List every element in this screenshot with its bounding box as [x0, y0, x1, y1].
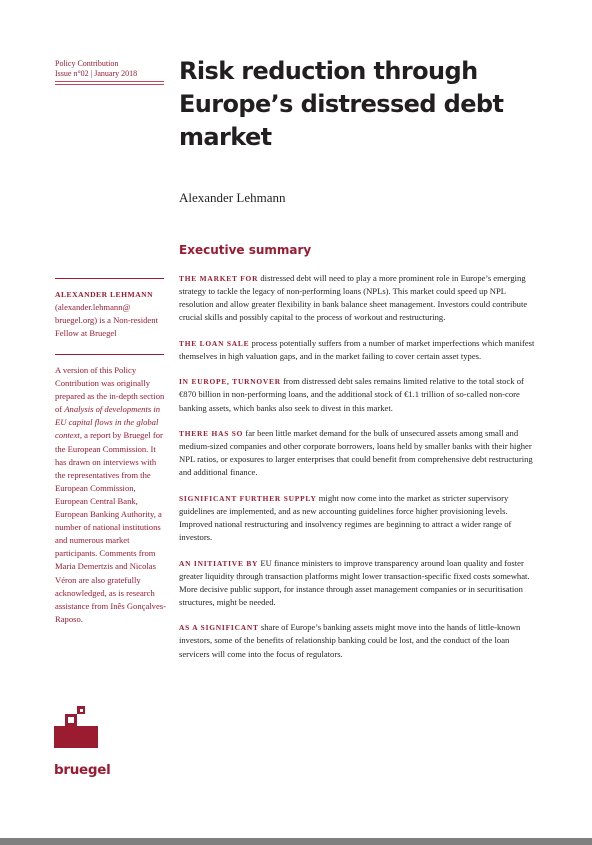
summary-paragraph	[179, 492, 536, 544]
paragraph-lead: AS A SIGNIFICANT	[179, 623, 259, 633]
summary-paragraph	[179, 621, 536, 660]
footer-bar	[0, 838, 592, 845]
paragraph-lead: THE MARKET FOR	[179, 274, 259, 283]
paragraph-text: far been little market demand for the bulk of unsecured assets among small and medium-sized companies and other corporate borrowers, loans held by smaller banks with their higher NPL ratios, or exposures to larger enterprises that could benefit from comprehensive debt restructuring and additional finance.	[179, 428, 533, 478]
bio-text: (alexander.lehmann@ bruegel.org) is a Non-resident Fellow at Bruegel	[55, 302, 158, 339]
executive-summary-body	[179, 272, 536, 673]
title-line: market	[179, 123, 272, 151]
author-bio	[55, 288, 167, 340]
section-heading: Executive summary	[179, 243, 312, 257]
paragraph-text: might now come into the market as stricter supervisory guidelines are implemented, and as new accounting guidelines force higher provisioning levels. Improved national restructuring and insolvency regimes are beginning to attract a wider range of investors.	[179, 492, 512, 543]
note-text: A version of this Policy Contribution was originally prepared as the in-depth section of	[55, 365, 165, 415]
sidebar-rule-top	[55, 278, 164, 279]
series-label: Policy Contribution	[55, 59, 119, 68]
summary-paragraph	[179, 272, 536, 324]
summary-paragraph	[179, 557, 536, 609]
paragraph-lead: SIGNIFICANT FURTHER SUPPLY	[179, 493, 317, 503]
issue-info	[55, 59, 164, 79]
summary-paragraph	[179, 427, 536, 479]
paragraph-text: share of Europe’s banking assets might move into the hands of little-known investors, some of the benefits of relationship banking could be lost, and the conduct of the loan servicers will come into the focus of regulators.	[179, 622, 521, 659]
title-line: Risk reduction through	[179, 57, 478, 85]
paragraph-lead: IN EUROPE, TURNOVER	[179, 377, 281, 387]
sidebar-note	[55, 364, 167, 626]
issue-label: Issue n°02 | January 2018	[55, 69, 138, 78]
paragraph-text: EU finance ministers to improve transparency around loan quality and foster greater liquidity through transaction platforms might lower transaction-specific fixed costs somewhat. More decisive public support, for instance through asset management companies or in securitisation structures, might be needed.	[179, 557, 530, 607]
summary-paragraph	[179, 337, 536, 363]
bio-name: ALEXANDER LEHMANN	[55, 290, 154, 299]
note-text: , a report by Bruegel for the European Commission. It has drawn on interviews with the representatives from the European Commission, European Central Bank, European Banking Authority, a number of national institutions and numerous market participants. Comments from Maria Demertzis and Nicolas Véron are also gratefully acknowledged, as is research assistance from Inês Gonçalves-Raposo.	[55, 430, 166, 624]
note-report-title: Analysis of developments in EU capital flows in the global context	[55, 404, 161, 441]
issue-rule	[55, 81, 164, 85]
author-name: Alexander Lehmann	[179, 190, 286, 205]
summary-paragraph	[179, 375, 536, 414]
paragraph-text: process potentially suffers from a number of market imperfections which manifest themselves in high valuation gaps, and in the market failing to cover certain asset types.	[179, 337, 535, 361]
logo-wordmark: bruegel	[54, 762, 111, 778]
paragraph-text: from distressed debt sales remains limited relative to the total stock of €870 billion in non-performing loans, and the additional stock of €1.1 trillion of so-called non-core banking assets, which banks also seek to divest in this market.	[179, 376, 524, 413]
paragraph-text: distressed debt will need to play a more prominent role in Europe’s emerging strategy to tackle the legacy of non-performing loans (NPLs). This market could speed up NPL resolution and allow greater flexibility in bank balance sheet management. Investors could contribute crucial skills and possibly capital to the process of workout and restructuring.	[179, 273, 528, 323]
paragraph-lead: THERE HAS SO	[179, 429, 244, 439]
page-title	[179, 55, 559, 154]
paragraph-lead: AN INITIATIVE BY	[179, 558, 259, 568]
title-line: Europe’s distressed debt	[179, 90, 504, 118]
paragraph-lead: THE LOAN SALE	[179, 338, 250, 348]
sidebar-rule-middle	[55, 354, 164, 355]
